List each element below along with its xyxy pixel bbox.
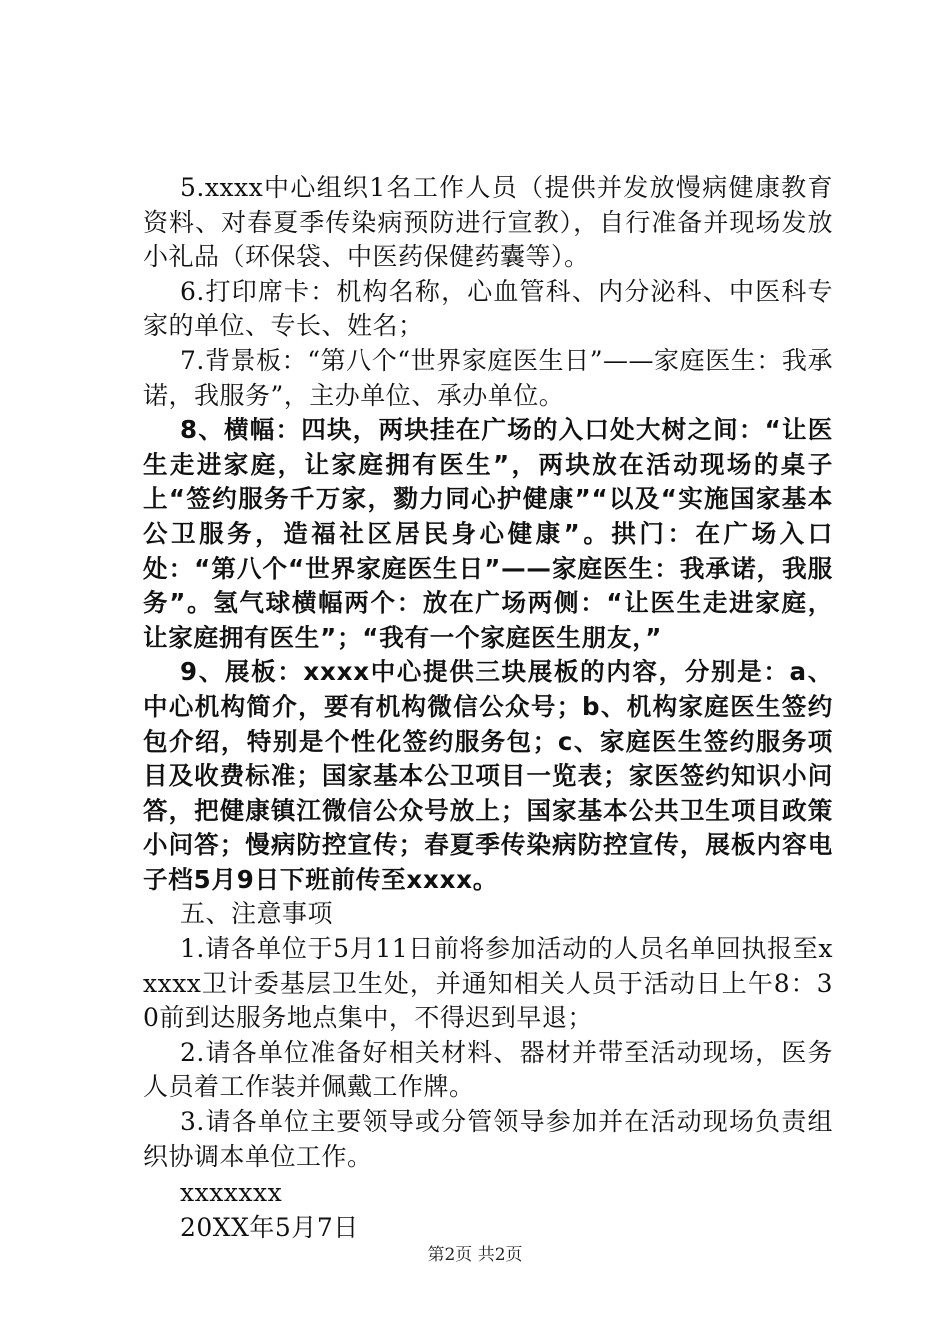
signature-organization: xxxxxxx <box>180 1178 283 1208</box>
paragraph-item-9-display-boards: 9、展板：xxxx中心提供三块展板的内容，分别是：a、中心机构简介，要有机构微信公众号；b、机构家庭医生签约包介绍，特别是个性化签约服务包；c、家庭医生签约服务项目及收费标准；国家基本公卫项目一览表；家医签约知识小问答，把健康镇江微信公众号放上；国家基本公共卫生项目政策小问答；慢病防控宣传；春夏季传染病防控宣传，展板内容电子档5月9日下班前传至xxxx。 <box>143 657 833 894</box>
signature-date: 20XX年5月7日 <box>180 1212 359 1242</box>
paragraph-item-6: 6.打印席卡：机构名称，心血管科、内分泌科、中医科专家的单位、专长、姓名； <box>143 276 833 341</box>
section-heading-notes: 五、注意事项 <box>180 899 334 929</box>
note-item-1: 1.请各单位于5月11日前将参加活动的人员名单回执报至xxxxx卫计委基层卫生处，并通知相关人员于活动日上午8：30前到达服务地点集中，不得迟到早退； <box>143 934 833 1033</box>
page-footer <box>0 1245 950 1265</box>
note-item-2: 2.请各单位准备好相关材料、器材并带至活动现场，医务人员着工作装并佩戴工作牌。 <box>143 1037 833 1102</box>
document-body <box>143 171 833 1245</box>
paragraph-item-7: 7.背景板：“第八个“世界家庭医生日”——家庭医生：我承诺，我服务”，主办单位、承办单位。 <box>143 345 833 410</box>
paragraph-item-8-banners: 8、横幅：四块，两块挂在广场的入口处大树之间：“让医生走进家庭，让家庭拥有医生”，两块放在活动现场的桌子上“签约服务千万家，勠力同心护健康”“以及“实施国家基本公卫服务，造福社区居民身心健康”。拱门：在广场入口处：“第八个“世界家庭医生日”——家庭医生：我承诺，我服务”。氢气球横幅两个：放在广场两侧：“让医生走进家庭，让家庭拥有医生”；“我有一个家庭医生朋友，” <box>143 415 833 652</box>
paragraph-item-5: 5.xxxx中心组织1名工作人员（提供并发放慢病健康教育资料、对春夏季传染病预防进行宣教），自行准备并现场发放小礼品（环保袋、中医药保健药囊等）。 <box>143 173 833 272</box>
note-item-3: 3.请各单位主要领导或分管领导参加并在活动现场负责组织协调本单位工作。 <box>143 1107 833 1171</box>
page-number-label: 第2页 共2页 <box>427 1245 523 1265</box>
